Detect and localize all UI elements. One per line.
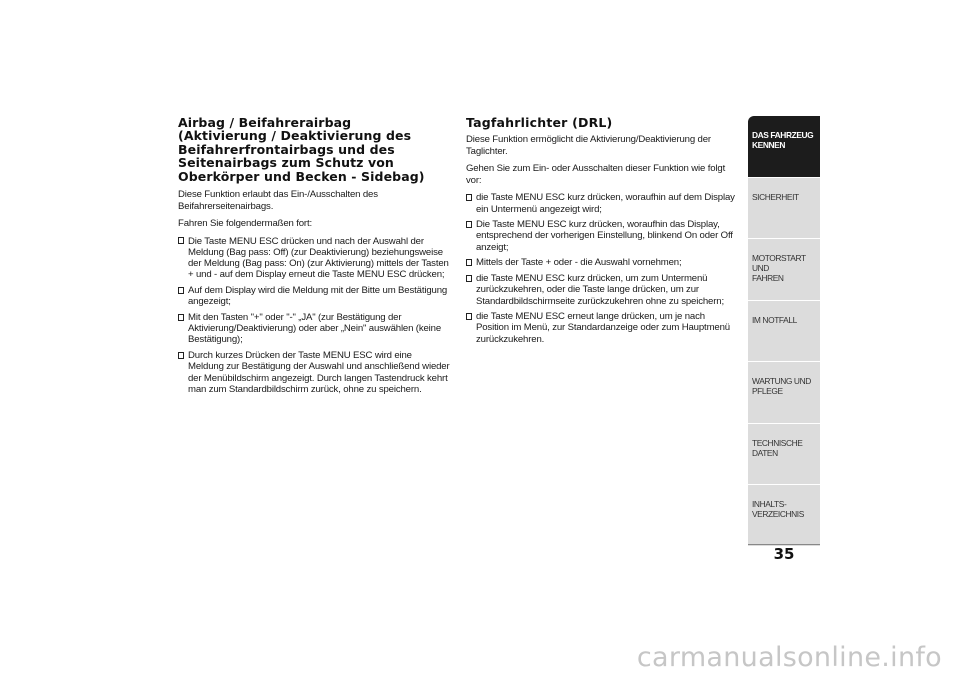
list-item-text: die Taste MENU ESC erneut lange drücken, um je nach Position im Menü, zur Standardanzeige oder zum Hauptmenü zurückzukehren. bbox=[476, 311, 730, 345]
tab-sicherheit[interactable] bbox=[748, 178, 820, 240]
list-item-text: die Taste MENU ESC kurz drücken, um zum Untermenü zurückzukehren, oder die Taste lange drücken, um zur Standardbildschirmseite zurückzukehren ohne zu speichern; bbox=[476, 273, 724, 307]
drl-intro: Diese Funktion ermöglicht die Aktivierung/Deaktivierung der Taglichter. bbox=[466, 134, 711, 157]
airbag-intro-2: Fahren Sie folgendermaßen fort: bbox=[178, 218, 313, 230]
list-item-text: die Taste MENU ESC kurz drücken, woraufhin auf dem Display ein Untermenü angezeigt wird; bbox=[476, 192, 735, 215]
list-item bbox=[178, 285, 450, 307]
airbag-heading-line: Seitenairbags zum Schutz von bbox=[178, 155, 394, 171]
checkbox-bullet-icon bbox=[178, 237, 184, 244]
tab-label: KENNEN bbox=[752, 140, 785, 150]
checkbox-bullet-icon bbox=[178, 314, 184, 321]
tab-inhaltsverzeichnis[interactable] bbox=[748, 485, 820, 547]
tab-technische-daten[interactable] bbox=[748, 424, 820, 486]
list-item bbox=[466, 219, 738, 253]
tab-label: FAHREN bbox=[752, 273, 784, 283]
tab-das-fahrzeug-kennen[interactable] bbox=[748, 116, 820, 178]
list-item bbox=[178, 312, 450, 346]
checkbox-bullet-icon bbox=[466, 313, 472, 320]
checkbox-bullet-icon bbox=[178, 287, 184, 294]
airbag-steps-list bbox=[178, 236, 450, 395]
tab-label: DAS FAHRZEUG bbox=[752, 130, 814, 140]
tab-im-notfall[interactable] bbox=[748, 301, 820, 363]
list-item-text: Durch kurzes Drücken der Taste MENU ESC wird eine Meldung zur Bestätigung der Auswahl und anschließend wieder der Menübildschirm angezeigt. Durch langen Tastendruck kehrt man zum Standardbildschirm zurück, ohne zu speichern. bbox=[188, 350, 450, 395]
airbag-heading-line: Oberkörper und Becken - Sidebag) bbox=[178, 168, 425, 184]
airbag-intro: Diese Funktion erlaubt das Ein-/Ausschalten des Beifahrerseitenairbags. bbox=[178, 189, 378, 212]
chapter-tabs bbox=[748, 116, 820, 547]
checkbox-bullet-icon bbox=[178, 352, 184, 359]
list-item-text: Mittels der Taste + oder - die Auswahl vornehmen; bbox=[476, 257, 682, 269]
list-item bbox=[178, 350, 450, 395]
drl-heading: Tagfahrlichter (DRL) bbox=[466, 115, 613, 130]
drl-steps-list bbox=[466, 192, 738, 344]
tab-wartung-und-pflege[interactable] bbox=[748, 362, 820, 424]
checkbox-bullet-icon bbox=[466, 259, 472, 266]
watermark: carmanualsonline.info bbox=[636, 642, 942, 673]
list-item bbox=[466, 192, 738, 214]
tab-label: IM NOTFALL bbox=[752, 314, 797, 325]
airbag-heading-line: Beifahrerfrontairbags und des bbox=[178, 141, 395, 157]
list-item-text: Die Taste MENU ESC kurz drücken, woraufhin das Display, entsprechend der vorherigen Einstellung, blinkend On oder Off anzeigt; bbox=[476, 219, 733, 253]
drl-intro-2: Gehen Sie zum Ein- oder Ausschalten dieser Funktion wie folgt vor: bbox=[466, 163, 726, 186]
tab-label: PFLEGE bbox=[752, 386, 783, 396]
list-item bbox=[466, 273, 738, 307]
tab-motorstart-und-fahren[interactable] bbox=[748, 239, 820, 301]
page-number: 35 bbox=[773, 545, 795, 563]
airbag-heading-line: (Aktivierung / Deaktivierung des bbox=[178, 128, 412, 144]
checkbox-bullet-icon bbox=[466, 221, 472, 228]
tab-label: WARTUNG UND bbox=[752, 376, 811, 386]
list-item bbox=[466, 311, 738, 345]
airbag-heading-line: Airbag / Beifahrerairbag bbox=[178, 115, 352, 130]
tab-label: MOTORSTART UND bbox=[752, 253, 806, 273]
tab-label: INHALTS- bbox=[752, 499, 787, 509]
list-item-text: Auf dem Display wird die Meldung mit der Bitte um Bestätigung angezeigt; bbox=[188, 285, 448, 308]
airbag-heading bbox=[178, 116, 450, 183]
left-column bbox=[178, 116, 450, 399]
list-item bbox=[178, 236, 450, 281]
list-item-text: Die Taste MENU ESC drücken und nach der Auswahl der Meldung (Bag pass: Off) (zur Deaktivierung) beziehungsweise der Meldung (Bag pass: On) (zur Aktivierung) mittels der Tasten + und - auf dem Display erneut die Taste MENU ESC drücken; bbox=[188, 235, 449, 281]
tab-label: TECHNISCHE DATEN bbox=[752, 437, 803, 458]
tab-label: VERZEICHNIS bbox=[752, 509, 804, 519]
tab-label: SICHERHEIT bbox=[752, 191, 799, 202]
right-column bbox=[466, 116, 738, 349]
list-item bbox=[466, 257, 738, 268]
checkbox-bullet-icon bbox=[466, 275, 472, 282]
list-item-text: Mit den Tasten "+" oder "-" „JA" (zur Bestätigung der Aktivierung/Deaktivierung) oder aber „Nein" auswählen (keine Bestätigung); bbox=[188, 312, 442, 346]
checkbox-bullet-icon bbox=[466, 194, 472, 201]
